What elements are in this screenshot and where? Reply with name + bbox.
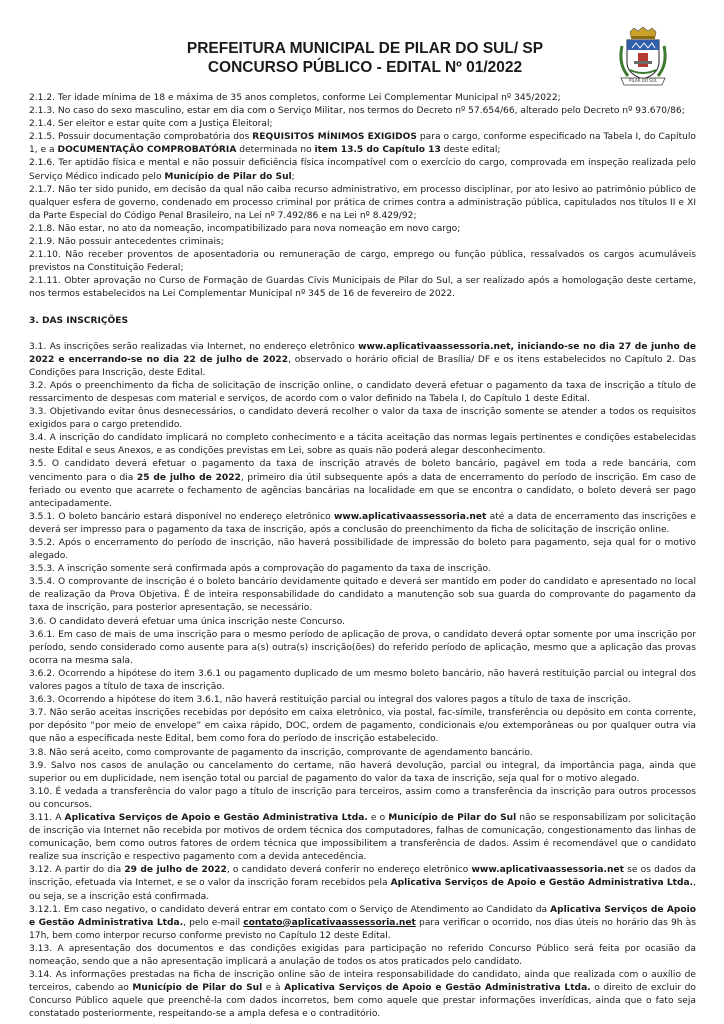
text-run: 3.4. A inscrição do candidato implicará no completo conhecimento e a tácita aceitação das normas legais pertinentes e condições estabelecidas neste Edital e seus Anexos, e as condições previstas em Lei, sobre as quais não poderá alegar desconhecimento. — [29, 433, 696, 457]
text-run: para o cargo, conforme especificado na Tabela I, do Capítulo 1, e a — [29, 132, 696, 156]
paragraph — [29, 118, 696, 131]
inscricoes-list — [29, 341, 696, 1022]
text-run: , observado o horário oficial de Brasília/ DF e os itens estabelecidos no Capítulo 2. Das Condições para Inscrição, deste Edital. — [29, 354, 696, 378]
text-run: Município de Pilar do Sul — [164, 171, 292, 182]
paragraph — [29, 458, 696, 510]
text-run: para verificar o ocorrido, nos dias úteis no horário das 9h às 17h, bem como interpor recurso conforme previsto no Capítulo 12 deste Edital. — [29, 917, 696, 941]
text-run: 2.1.9. Não possuir antecedentes criminais; — [29, 237, 224, 248]
requirements-list — [29, 92, 696, 302]
text-run: Aplicativa Serviços de Apoio e Gestão Administrativa Ltda. — [390, 878, 694, 889]
paragraph — [29, 563, 696, 576]
page-title: PREFEITURA MUNICIPAL DE PILAR DO SUL/ SP — [186, 40, 544, 57]
paragraph — [29, 157, 696, 183]
text-run: Aplicativa Serviços de Apoio e Gestão Administrativa Ltda. — [284, 983, 591, 994]
text-run: 29 de julho de 2022 — [124, 865, 227, 876]
paragraph — [29, 812, 696, 864]
text-run: 3.14. As informações prestadas na ficha de inscrição online são de inteira responsabilidade do candidato, ainda que realizada com o auxílio de terceiros, cabendo ao — [29, 970, 696, 994]
paragraph — [29, 406, 696, 432]
paragraph — [29, 969, 696, 1021]
paragraph — [29, 694, 696, 707]
text-run: 3.3. Objetivando evitar ônus desnecessários, o candidato deverá recolher o valor da taxa de inscrição somente se atender a todos os requisitos exigidos para o cargo pretendido. — [29, 407, 696, 431]
text-run: o direito de excluir do Concurso Público aquele que preenchê-la com dados incorretos, bem como aquele que prestar informações inverídicas, ainda que o fato seja constatado posteriormente, respeitando-se a ampla defesa e o contraditório. — [29, 983, 696, 1020]
paragraph — [29, 92, 696, 105]
text-run: 2.1.11. Obter aprovação no Curso de Formação de Guardas Civis Municipais de Pilar do Sul, a ser realizado após a homologação deste certame, nos termos estabelecidos na Lei Complementar Municipal nº 345 de 16 de fevereiro de 2022. — [29, 276, 696, 300]
paragraph — [29, 236, 696, 249]
text-run: 3.10. É vedada a transferência do valor pago a título de inscrição para terceiros, assim como a transferência da inscrição para outros processos ou concursos. — [29, 786, 696, 810]
text-run: 3.11. A — [29, 812, 65, 823]
text-run: 2.1.8. Não estar, no ato da nomeação, incompatibilizado para nova nomeação em novo cargo; — [29, 223, 461, 234]
section-title: 3. DAS INSCRIÇÕES — [29, 315, 129, 326]
text-run: Aplicativa Serviços de Apoio e Gestão Administrativa Ltda. — [29, 904, 696, 928]
text-run: 2.1.5. Possuir documentação comprobatória dos — [29, 132, 253, 143]
paragraph — [29, 223, 696, 236]
page-subtitle: CONCURSO PÚBLICO - EDITAL Nº 01/2022 — [207, 59, 523, 76]
paragraph — [29, 184, 696, 223]
text-run: 2.1.7. Não ter sido punido, em decisão da qual não caiba recurso administrativo, em processo disciplinar, por ato lesivo ao patrimônio público de qualquer esfera de governo, condenado em processo criminal por prática de crimes contra a administração pública, capitulados nos títulos II e XI da Parte Especial do Código Penal Brasileiro, na Lei nº 7.492/86 e na Lei nº 8.429/92; — [29, 184, 696, 221]
text-run: 3.12. A partir do dia — [29, 865, 125, 876]
paragraph — [29, 629, 696, 668]
text-run: 3.5.2. Após o encerramento do período de inscrição, não haverá possibilidade de impressão do boleto para pagamento, seja qual for o motivo alegado. — [29, 538, 696, 562]
text-run: Aplicativa Serviços de Apoio e Gestão Administrativa Ltda. — [64, 812, 368, 823]
text-run: 3.8. Não será aceito, como comprovante de pagamento da inscrição, comprovante de agendamento bancário. — [29, 747, 533, 758]
text-run: 2.1.10. Não receber proventos de aposentadoria ou remuneração de cargo, emprego ou função pública, ressalvados os cargos acumuláveis previstos na Constituição Federal; — [29, 250, 696, 274]
text-run: , o candidato deverá conferir no endereço eletrônico — [226, 865, 472, 876]
text-run: 2.1.4. Ser eleitor e estar quite com a Justiça Eleitoral; — [29, 119, 273, 130]
page-header — [0, 40, 724, 90]
paragraph — [29, 576, 696, 615]
paragraph — [29, 943, 696, 969]
paragraph — [29, 904, 696, 943]
paragraph — [29, 864, 696, 903]
text-run: 3.6.3. Ocorrendo a hipótese do item 3.6.1, não haverá restituição parcial ou integral dos valores pagos a título de taxa de inscrição. — [29, 695, 631, 706]
text-run: 3.2. Após o preenchimento da ficha de solicitação de inscrição online, o candidato deverá efetuar o pagamento da taxa de inscrição a título de ressarcimento de despesas com material e serviços, de acordo com o valor definido na Tabela I, do Capítulo 1 deste Edital. — [29, 380, 696, 404]
paragraph — [29, 786, 696, 812]
text-run: 3.7. Não serão aceitas inscrições recebidas por depósito em caixa eletrônico, via postal, fac-símile, transferência ou depósito em conta corrente, por depósito “por meio de envelope” em caixa rápido, DOC, ordem de pagamento, condicionais e/ou extemporâneas ou por qualquer outra via que não a especificada neste Edital, bem como fora do período de inscrição estabelecido. — [29, 708, 696, 745]
text-run: 3.6.2. Ocorrendo a hipótese do item 3.6.1 ou pagamento duplicado de um mesmo boleto bancário, não haverá restituição parcial ou integral dos valores pagos a título de taxa de inscrição. — [29, 668, 696, 693]
text-run: até a data de encerramento das inscrições e deverá ser impresso para o pagamento da taxa de inscrição, após a conclusão do preenchimento da ficha de solicitação de inscrição online. — [29, 511, 696, 535]
text-run: 2.1.6. Ter aptidão física e mental e não possuir deficiência física incompatível com o exercício do cargo, comprovada em inspeção realizada pelo Serviço Médico indicado pelo — [29, 158, 696, 182]
paragraph — [29, 707, 696, 746]
text-run: , primeiro dia útil subsequente após a data de encerramento do período de inscrição. Em caso de feriado ou evento que acarrete o fechamento de agências bancárias na localidade em que se encontra o candidato, o boleto deverá ser pago antecipadamente. — [29, 472, 696, 509]
paragraph — [29, 380, 696, 406]
paragraph — [29, 341, 696, 380]
text-run: se os dados da inscrição, efetuada via Internet, e se o valor da inscrição foram recebidos pela — [29, 865, 697, 889]
paragraph — [29, 432, 696, 458]
text-run: 3.6.1. Em caso de mais de uma inscrição para o mesmo período de aplicação de prova, o candidato deverá optar somente por uma inscrição por período, sendo considerado como ausente para a(s) outra(s) inscrição(ões) do referido período de aplicação, mesmo que a aplicação das provas ocorra na mesma sala. — [29, 629, 696, 666]
text-run: 3.5.3. A inscrição somente será confirmada após a comprovação do pagamento da taxa de inscrição. — [29, 564, 491, 575]
text-run: não se responsabilizam por solicitação de inscrição via Internet não recebida por motivos de ordem técnica dos computadores, falhas de comunicação, congestionamento das linhas de comunicação, bem como outros fatores de ordem técnica que impossibilitem a transferência de dados. Assim é recomendável que o candidato realize sua inscrição e respectivo pagamento com a devida antecedência. — [29, 812, 696, 863]
text-run: Município de Pilar do Sul — [388, 812, 517, 823]
text-run: 3.12.1. Em caso negativo, o candidato deverá entrar em contato com o Serviço de Atendimento ao Candidato da — [29, 904, 551, 915]
text-run: 3.13. A apresentação dos documentos e das condições exigidas para participação no referido Concurso Público será feita por ocasião da nomeação, sendo que a não apresentação implicará a anulação de todos os atos praticados pelo candidato. — [29, 943, 696, 967]
text-run: 2.1.3. No caso do sexo masculino, estar em dia com o Serviço Militar, nos termos do Decreto nº 57.654/66, alterado pelo Decreto nº 93.670/86; — [29, 106, 685, 117]
text-run: deste edital; — [440, 145, 501, 156]
paragraph — [29, 131, 696, 157]
document-body — [29, 92, 696, 1021]
text-run: ; — [291, 171, 295, 182]
email-link[interactable]: contato@aplicativaassessoria.net — [243, 917, 416, 928]
paragraph — [29, 668, 696, 694]
crest-caption: PILAR DO SUL — [629, 78, 657, 83]
paragraph — [29, 511, 696, 537]
paragraph — [29, 747, 696, 760]
paragraph — [29, 275, 696, 301]
text-run: e o — [367, 812, 389, 823]
text-run: 3.5.4. O comprovante de inscrição é o boleto bancário devidamente quitado e deverá ser mantido em poder do candidato e apresentado no local de realização da Prova Objetiva. É de inteira responsabilidade do candidato a manutenção sob sua guarda do comprovante do pagamento da taxa de inscrição, para posterior apresentação, se necessário. — [29, 577, 696, 614]
paragraph — [29, 105, 696, 118]
text-run: e à — [262, 983, 285, 994]
text-run: , pelo e-mail — [183, 917, 244, 928]
text-run: , ou seja, se a inscrição está confirmada. — [29, 878, 696, 902]
text-run: 3.1. As inscrições serão realizadas via Internet, no endereço eletrônico — [29, 341, 359, 352]
text-run: Município de Pilar do Sul — [132, 983, 263, 994]
text-run: determinada no — [236, 145, 315, 156]
text-run: 2.1.2. Ter idade mínima de 18 e máxima de 35 anos completos, conforme Lei Complementar Municipal nº 345/2022; — [29, 93, 561, 103]
text-run: www.aplicativaassessoria.net — [471, 865, 624, 876]
paragraph — [29, 249, 696, 275]
text-run: REQUISITOS MÍNIMOS EXIGIDOS — [252, 132, 417, 143]
text-run: 25 de julho de 2022 — [136, 472, 241, 483]
paragraph — [29, 760, 696, 786]
text-run: www.aplicativaassessoria.net — [333, 511, 487, 522]
paragraph — [29, 616, 696, 629]
text-run: 3.5. O candidato deverá efetuar o pagamento da taxa de inscrição através de boleto bancário, pagável em toda a rede bancária, com vencimento para o dia — [29, 459, 696, 483]
text-run: www.aplicativaassessoria.net, iniciando-se no dia 27 de junho de 2022 e encerrando-se no dia 22 de julho de 2022 — [29, 341, 696, 365]
text-run: 3.5.1. O boleto bancário estará disponível no endereço eletrônico — [29, 511, 334, 522]
text-run: item 13.5 do Capítulo 13 — [314, 145, 441, 156]
text-run: 3.9. Salvo nos casos de anulação ou cancelamento do certame, não haverá devolução, parcial ou integral, da importância paga, ainda que superior ou em duplicidade, nem isenção total ou parcial de pagamento do valor da taxa de inscrição, seja qual for o motivo alegado. — [29, 760, 696, 784]
paragraph — [29, 537, 696, 563]
text-run: DOCUMENTAÇÃO COMPROBATÓRIA — [57, 145, 237, 156]
text-run: 3.6. O candidato deverá efetuar uma única inscrição neste Concurso. — [29, 616, 346, 627]
